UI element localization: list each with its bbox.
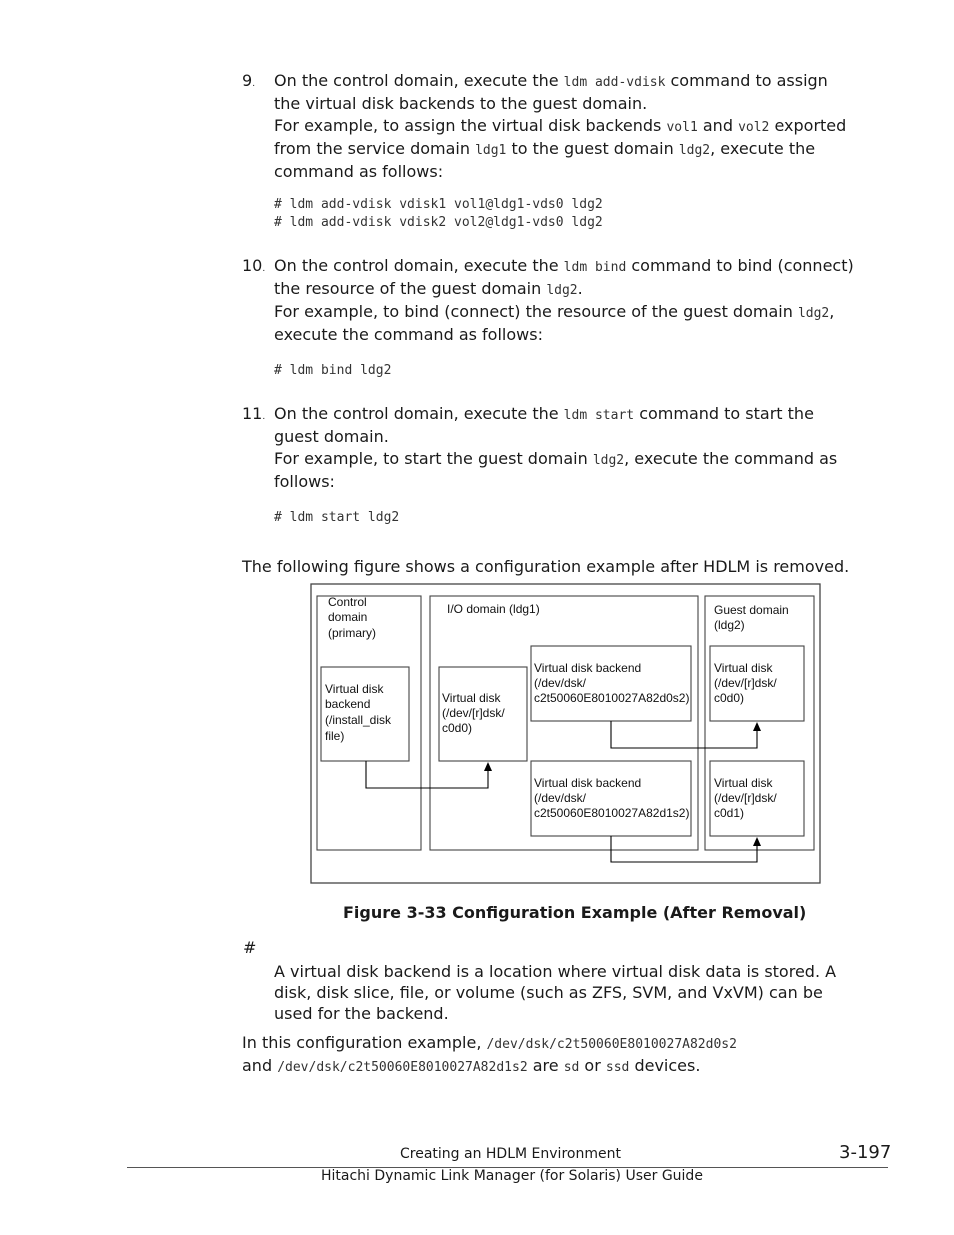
- control-domain-label-3: (primary): [328, 626, 376, 640]
- guest-vdisk0-text-1: Virtual disk: [714, 661, 773, 675]
- arrowhead-icon: [484, 762, 492, 771]
- io-vdisk-text-2: (/dev/[r]dsk/: [442, 706, 505, 720]
- footer-book-title: Hitachi Dynamic Link Manager (for Solaris) User Guide: [321, 1168, 703, 1184]
- backend2-text-3: c2t50060E8010027A82d1s2): [534, 806, 690, 820]
- arrowhead-icon: [753, 837, 761, 846]
- connector-backend1-to-guest: [611, 721, 757, 748]
- guest-vdisk1-text-2: (/dev/[r]dsk/: [714, 791, 777, 805]
- ctrl-backend-text-4: file): [325, 729, 345, 743]
- backend2-text-1: Virtual disk backend: [534, 776, 642, 790]
- code-block: # ldm start ldg2: [274, 510, 400, 525]
- step-text: On the control domain, execute the ldm add-vdisk command to assign the virtual disk backends to the guest domain.: [274, 71, 828, 113]
- note-mark: #: [243, 938, 257, 957]
- connector-backend2-to-guest: [611, 836, 757, 862]
- step-number: 11.: [242, 404, 266, 423]
- backend2-text-2: (/dev/dsk/: [534, 791, 587, 805]
- guest-domain-label-1: Guest domain: [714, 603, 789, 617]
- footer-chapter: Creating an HDLM Environment: [400, 1146, 621, 1162]
- backend1-text-1: Virtual disk backend: [534, 661, 642, 675]
- step-number: 9.: [242, 71, 256, 90]
- step-number: 10.: [242, 256, 266, 275]
- step-example: For example, to start the guest domain ldg2, execute the command as follows:: [274, 449, 838, 491]
- final-paragraph: In this configuration example, /dev/dsk/c2t50060E8010027A82d0s2 and /dev/dsk/c2t50060E8010027A82d1s2 are sd or ssd devices.: [242, 1033, 737, 1075]
- backend1-text-2: (/dev/dsk/: [534, 676, 587, 690]
- control-domain-label-2: domain: [328, 610, 368, 624]
- guest-domain-label-2: (ldg2): [714, 618, 745, 632]
- page-number: 3-197: [839, 1142, 892, 1163]
- step-example: For example, to assign the virtual disk backends vol1 and vol2 exported from the service domain ldg1 to the guest domain ldg2, execute the command as follows:: [274, 116, 847, 181]
- connector-ctrl-to-io: [366, 761, 488, 788]
- io-vdisk-text-1: Virtual disk: [442, 691, 501, 705]
- io-vdisk-text-3: c0d0): [442, 721, 473, 735]
- step-text: On the control domain, execute the ldm start command to start the guest domain.: [274, 404, 814, 446]
- code-block: # ldm bind ldg2: [274, 363, 392, 378]
- backend1-text-3: c2t50060E8010027A82d0s2): [534, 691, 690, 705]
- step-text: On the control domain, execute the ldm bind command to bind (connect) the resource of the guest domain ldg2.: [274, 256, 854, 298]
- guest-vdisk0-text-3: c0d0): [714, 691, 745, 705]
- guest-vdisk1-text-3: c0d1): [714, 806, 745, 820]
- ctrl-backend-text-3: (/install_disk: [325, 713, 392, 727]
- control-domain-label-1: Control: [328, 595, 367, 609]
- code-block: # ldm add-vdisk vdisk1 vol1@ldg1-vds0 ldg2 # ldm add-vdisk vdisk2 vol2@ldg1-vds0 ldg2: [274, 197, 603, 230]
- ctrl-backend-text-2: backend: [325, 697, 371, 711]
- ctrl-backend-text-1: Virtual disk: [325, 682, 384, 696]
- configuration-diagram: [308, 582, 824, 886]
- guest-vdisk0-text-2: (/dev/[r]dsk/: [714, 676, 777, 690]
- guest-vdisk1-text-1: Virtual disk: [714, 776, 773, 790]
- note-text: A virtual disk backend is a location where virtual disk data is stored. A disk, disk slice, file, or volume (such as ZFS, SVM, and VxVM) can be used for the backend.: [274, 962, 837, 1023]
- step-example: For example, to bind (connect) the resource of the guest domain ldg2, execute the command as follows:: [274, 302, 835, 344]
- io-domain-label: I/O domain (ldg1): [447, 602, 540, 616]
- arrowhead-icon: [753, 722, 761, 731]
- figure-caption: Figure 3-33 Configuration Example (After Removal): [343, 903, 807, 922]
- figure-intro: The following figure shows a configuration example after HDLM is removed.: [242, 557, 850, 576]
